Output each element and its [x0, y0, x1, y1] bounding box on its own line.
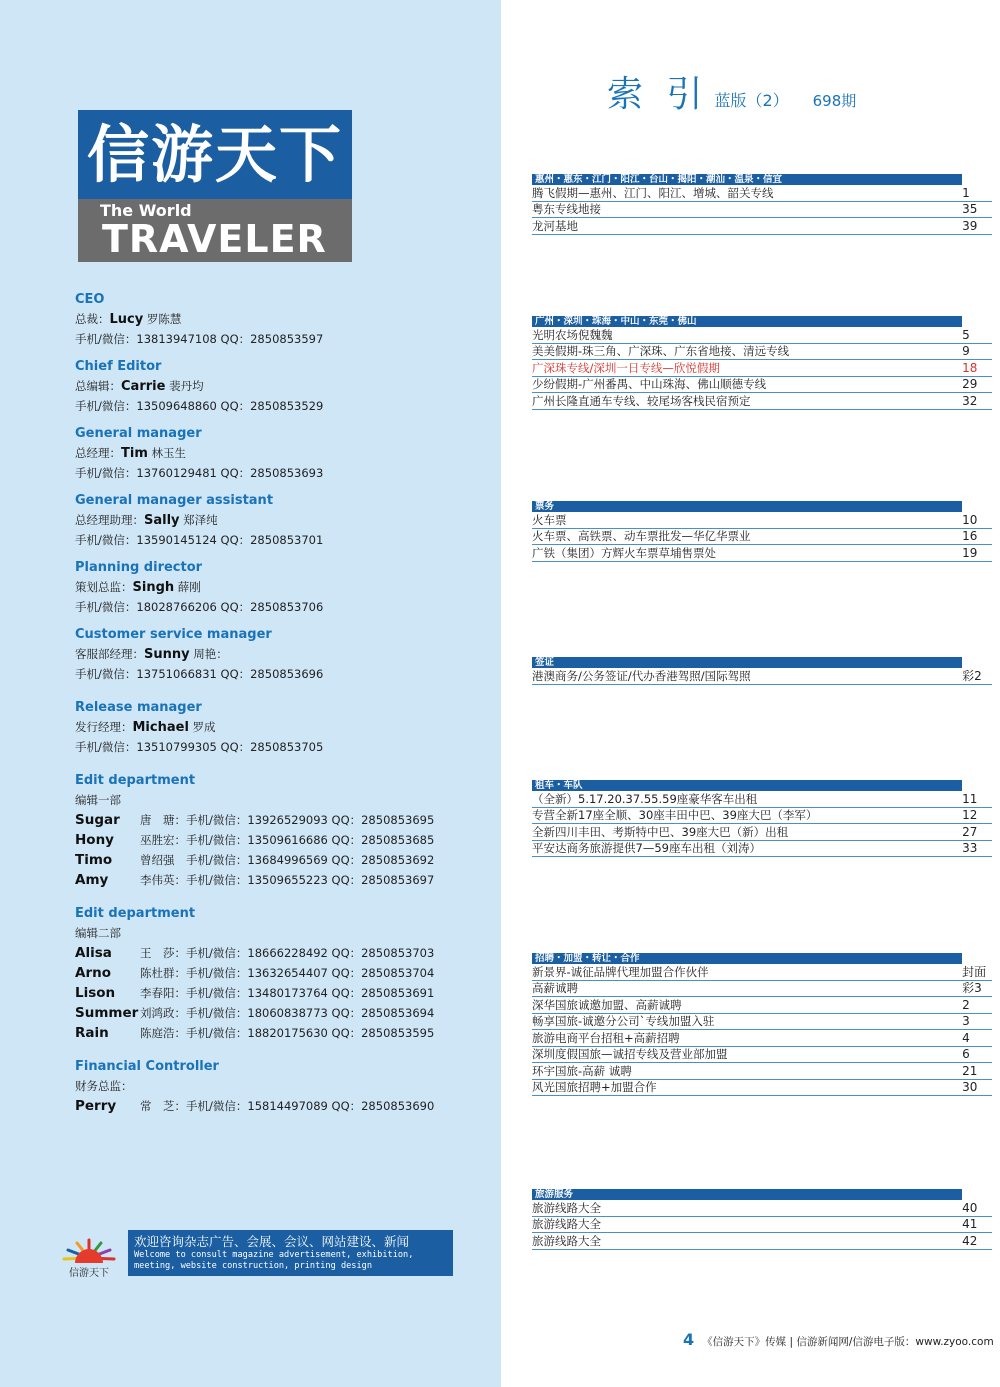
ad-text-box [128, 1230, 453, 1276]
entry-title: 粤东专线地接 [532, 202, 960, 218]
entry-title: 腾飞假期—惠州、江门、阳江、增城、韶关专线 [532, 186, 960, 202]
page-footer [683, 1330, 994, 1349]
role-title: CEO [75, 292, 105, 307]
member-contact: 常 芝：手机/微信：15814497089 QQ：2850853690 [140, 1099, 435, 1113]
entry-title: 旅游线路大全 [532, 1234, 960, 1250]
index-entry [532, 824, 992, 841]
staff-customer-service [75, 625, 495, 684]
index-section [532, 657, 992, 685]
staff-zh-name: 周艳： [189, 647, 228, 661]
staff-contact: 手机/微信：13590145124 QQ：2850853701 [75, 533, 324, 547]
ad-english-1: Welcome to consult magazine advertisement, exhibition, [134, 1250, 414, 1260]
member-contact: 陈杜群：手机/微信：13632654407 QQ：2850853704 [140, 966, 435, 980]
index-entry [532, 997, 992, 1014]
role-title: Release manager [75, 700, 202, 715]
dept-member [75, 983, 495, 1003]
staff-chief-editor [75, 357, 495, 416]
entry-title: 火车票、高铁票、动车票批发—华亿华票业 [532, 529, 960, 545]
staff-name: Singh [132, 580, 175, 595]
staff-label: 策划总监： [75, 580, 133, 594]
entry-page: 29 [960, 377, 992, 393]
dept-sub: 编辑一部 [75, 793, 121, 807]
section-header: 广州・深圳・珠海・中山・东莞・佛山 [532, 316, 962, 327]
staff-general-manager [75, 424, 495, 483]
section-header: 租车・车队 [532, 780, 962, 791]
member-contact: 李春阳：手机/微信：13480173764 QQ：2850853691 [140, 986, 435, 1000]
entry-page: 42 [960, 1234, 992, 1250]
index-entry [532, 1200, 992, 1217]
staff-label: 总经理： [75, 446, 121, 460]
staff-zh-name: 罗成 [188, 720, 216, 734]
footer-text: 《信游天下》传媒 | 信游新闻网/信游电子版：www.zyoo.com [702, 1336, 994, 1348]
entry-page: 19 [960, 546, 992, 562]
staff-label: 发行经理： [75, 720, 133, 734]
title-main: 索 引 [607, 74, 709, 115]
dept-member [75, 1023, 495, 1043]
entry-page: 40 [960, 1201, 992, 1217]
index-entry [532, 1080, 992, 1097]
entry-page: 41 [960, 1217, 992, 1233]
index-entry [532, 218, 992, 235]
index-entry-highlighted [532, 360, 992, 377]
staff-zh-name: 郑泽纯 [179, 513, 218, 527]
index-entry [532, 981, 992, 998]
member-contact: 巫胜宏：手机/微信：13509616686 QQ：2850853685 [140, 833, 435, 847]
entry-title: （全新）5.17.20.37.55.59座豪华客车出租 [532, 792, 960, 808]
entry-title: 深华国旅诚邀加盟、高薪诚聘 [532, 998, 960, 1014]
member-en: Amy [75, 872, 109, 888]
index-entry [532, 1063, 992, 1080]
role-title: Chief Editor [75, 359, 162, 374]
entry-title: 广深珠专线/深圳一日专线—欣悦假期 [532, 361, 960, 377]
entry-page: 4 [960, 1031, 992, 1047]
title-sub: 蓝版（2） [714, 91, 789, 110]
entry-title: 旅游线路大全 [532, 1201, 960, 1217]
staff-contact: 手机/微信：13509648860 QQ：2850853529 [75, 399, 324, 413]
entry-title: 环宇国旅-高薪 诚聘 [532, 1064, 960, 1080]
dept-member [75, 810, 495, 830]
staff-label: 客服部经理： [75, 647, 144, 661]
entry-page: 32 [960, 394, 992, 410]
index-entry [532, 202, 992, 219]
member-en: Sugar [75, 812, 120, 828]
entry-page: 27 [960, 825, 992, 841]
edit-department-2 [75, 904, 495, 1043]
entry-page: 1 [960, 186, 992, 202]
dept-member [75, 850, 495, 870]
staff-name: Sunny [144, 647, 190, 662]
index-section [532, 174, 992, 235]
staff-name-line [75, 376, 495, 396]
member-en: Summer [75, 1005, 139, 1021]
entry-page: 21 [960, 1064, 992, 1080]
finance-controller [75, 1057, 495, 1116]
staff-contact: 手机/微信：13760129481 QQ：2850853693 [75, 466, 324, 480]
index-entry [532, 512, 992, 529]
entry-page: 39 [960, 219, 992, 235]
member-en: Perry [75, 1098, 117, 1114]
staff-name-line [75, 644, 495, 664]
section-header: 签证 [532, 657, 962, 668]
staff-name-line [75, 577, 495, 597]
dept-member [75, 963, 495, 983]
section-header: 票务 [532, 501, 962, 512]
staff-name-line [75, 510, 495, 530]
entry-title: 深圳度假国旅—诚招专线及营业部加盟 [532, 1047, 960, 1063]
index-entry [532, 1014, 992, 1031]
staff-zh-name: 罗陈慧 [143, 312, 182, 326]
title-issue: 698期 [812, 92, 857, 110]
dept-sub: 财务总监： [75, 1079, 133, 1093]
edit-department-1 [75, 771, 495, 890]
staff-name-line [75, 443, 495, 463]
index-section [532, 1189, 992, 1250]
entry-page: 35 [960, 202, 992, 218]
entry-page: 3 [960, 1014, 992, 1030]
member-contact: 曾绍强 手机/微信：13684996569 QQ：2850853692 [140, 853, 435, 867]
entry-title: 美美假期-珠三角、广深珠、广东省地接、清远专线 [532, 344, 960, 360]
entry-title: 广州长隆直通车专线、较尾场客栈民宿预定 [532, 394, 960, 410]
staff-contact: 手机/微信：13751066831 QQ：2850853696 [75, 667, 324, 681]
section-header: 惠州・惠东・江门・阳江・台山・揭阳・潮汕・温泉・信宜 [532, 174, 962, 185]
role-title: Customer service manager [75, 627, 272, 642]
entry-title: 高薪诚聘 [532, 981, 960, 997]
role-title: Financial Controller [75, 1059, 219, 1074]
index-entry [532, 841, 992, 858]
entry-page: 彩2 [960, 669, 992, 685]
member-contact: 刘鸿政：手机/微信：18060838773 QQ：2850853694 [140, 1006, 435, 1020]
member-contact: 唐 瑭：手机/微信：13926529093 QQ：2850853695 [140, 813, 435, 827]
staff-planning-director [75, 558, 495, 617]
staff-name-line [75, 309, 495, 329]
entry-page: 10 [960, 513, 992, 529]
member-en: Alisa [75, 945, 112, 961]
entry-title: 广铁（集团）方辉火车票草埔售票处 [532, 546, 960, 562]
member-en: Hony [75, 832, 114, 848]
index-entry [532, 327, 992, 344]
entry-title: 旅游电商平台招租+高薪招聘 [532, 1031, 960, 1047]
staff-label: 总经理助理： [75, 513, 144, 527]
dept-member [75, 1003, 495, 1023]
sun-logo-icon [55, 1236, 123, 1278]
staff-contact: 手机/微信：13813947108 QQ：2850853597 [75, 332, 324, 346]
member-en: Rain [75, 1025, 109, 1041]
staff-contact: 手机/微信：18028766206 QQ：2850853706 [75, 600, 324, 614]
entry-title: 港澳商务/公务签证/代办香港驾照/国际驾照 [532, 669, 960, 685]
entry-page: 9 [960, 344, 992, 360]
member-en: Timo [75, 852, 113, 868]
logo-english [78, 199, 352, 262]
sun-logo-text: 信游天下 [69, 1268, 109, 1278]
entry-page: 6 [960, 1047, 992, 1063]
entry-page: 2 [960, 998, 992, 1014]
staff-name: Lucy [109, 312, 144, 327]
role-title: Planning director [75, 560, 203, 575]
staff-name: Sally [144, 513, 180, 528]
role-title: General manager [75, 426, 202, 441]
staff-name: Tim [121, 446, 148, 461]
ad-chinese: 欢迎咨询杂志广告、会展、会议、网站建设、新闻 [134, 1234, 410, 1249]
entry-title: 火车票 [532, 513, 960, 529]
index-entry [532, 808, 992, 825]
entry-title: 新景界-诚征品牌代理加盟合作伙伴 [532, 965, 960, 981]
entry-page: 33 [960, 841, 992, 857]
index-entry [532, 529, 992, 546]
member-contact: 陈庭浩：手机/微信：18820175630 QQ：2850853595 [140, 1026, 435, 1040]
staff-release-manager [75, 698, 495, 757]
entry-title: 畅享国旅-诚邀分公司`专线加盟入驻 [532, 1014, 960, 1030]
index-section [532, 501, 992, 562]
index-entry [532, 344, 992, 361]
staff-label: 总编辑： [75, 379, 121, 393]
index-entry [532, 1047, 992, 1064]
entry-title: 风光国旅招聘+加盟合作 [532, 1080, 960, 1096]
entry-title: 少纷假期-广州番禺、中山珠海、佛山顺德专线 [532, 377, 960, 393]
role-title: General manager assistant [75, 493, 274, 508]
index-entry [532, 393, 992, 410]
staff-zh-name: 林玉生 [147, 446, 187, 460]
index-entry [532, 185, 992, 202]
entry-title: 平安达商务旅游提供7—59座车出租（刘涛） [532, 841, 960, 857]
member-contact: 李伟英：手机/微信：13509655223 QQ：2850853697 [140, 873, 435, 887]
entry-page: 11 [960, 792, 992, 808]
staff-name-line [75, 717, 495, 737]
index-entry [532, 1233, 992, 1250]
member-en: Arno [75, 965, 111, 981]
index-entry [532, 545, 992, 562]
section-header: 旅游服务 [532, 1189, 962, 1200]
logo-chinese: 信游天下 [78, 110, 352, 199]
index-entry [532, 377, 992, 394]
dept-member [75, 1096, 495, 1116]
index-section [532, 953, 992, 1096]
index-title [607, 66, 856, 117]
logo-traveler: TRAVELER [102, 217, 327, 261]
staff-label: 总裁： [75, 312, 110, 326]
entry-title: 专营全新17座全顺、30座丰田中巴、39座大巴（李军） [532, 808, 960, 824]
staff-zh-name: 裴丹均 [165, 379, 204, 393]
entry-page: 16 [960, 529, 992, 545]
role-title: Edit department [75, 773, 196, 788]
logo-subtitle: The World [100, 201, 192, 220]
staff-ceo [75, 290, 495, 349]
member-en: Lison [75, 985, 116, 1001]
index-entry [532, 668, 992, 685]
entry-page: 12 [960, 808, 992, 824]
staff-name: Carrie [121, 379, 166, 394]
entry-title: 全新四川丰田、考斯特中巴、39座大巴（新）出租 [532, 825, 960, 841]
staff-gm-assistant [75, 491, 495, 550]
entry-page: 封面 [960, 965, 992, 981]
index-section [532, 316, 992, 410]
role-title: Edit department [75, 906, 196, 921]
entry-page: 18 [960, 361, 992, 377]
dept-member [75, 870, 495, 890]
section-header: 招聘・加盟・转让・合作 [532, 953, 962, 964]
staff-zh-name: 薛刚 [174, 580, 201, 594]
dept-member [75, 943, 495, 963]
index-entry [532, 791, 992, 808]
dept-sub: 编辑二部 [75, 926, 121, 940]
page-number: 4 [683, 1330, 695, 1349]
index-section [532, 780, 992, 857]
entry-page: 彩3 [960, 981, 992, 997]
index-entry [532, 1030, 992, 1047]
entry-title: 龙河基地 [532, 219, 960, 235]
entry-page: 30 [960, 1080, 992, 1096]
staff-directory [75, 290, 495, 1116]
entry-page: 5 [960, 328, 992, 344]
index-entry [532, 964, 992, 981]
member-contact: 王 莎：手机/微信：18666228492 QQ：2850853703 [140, 946, 435, 960]
dept-member [75, 830, 495, 850]
advertising-banner [55, 1230, 455, 1278]
ad-english-2: meeting, website construction, printing design [134, 1261, 372, 1271]
staff-name: Michael [132, 720, 189, 735]
magazine-logo [78, 110, 352, 262]
staff-contact: 手机/微信：13510799305 QQ：2850853705 [75, 740, 324, 754]
entry-title: 光明农场倪魏魏 [532, 328, 960, 344]
index-entry [532, 1217, 992, 1234]
entry-title: 旅游线路大全 [532, 1217, 960, 1233]
